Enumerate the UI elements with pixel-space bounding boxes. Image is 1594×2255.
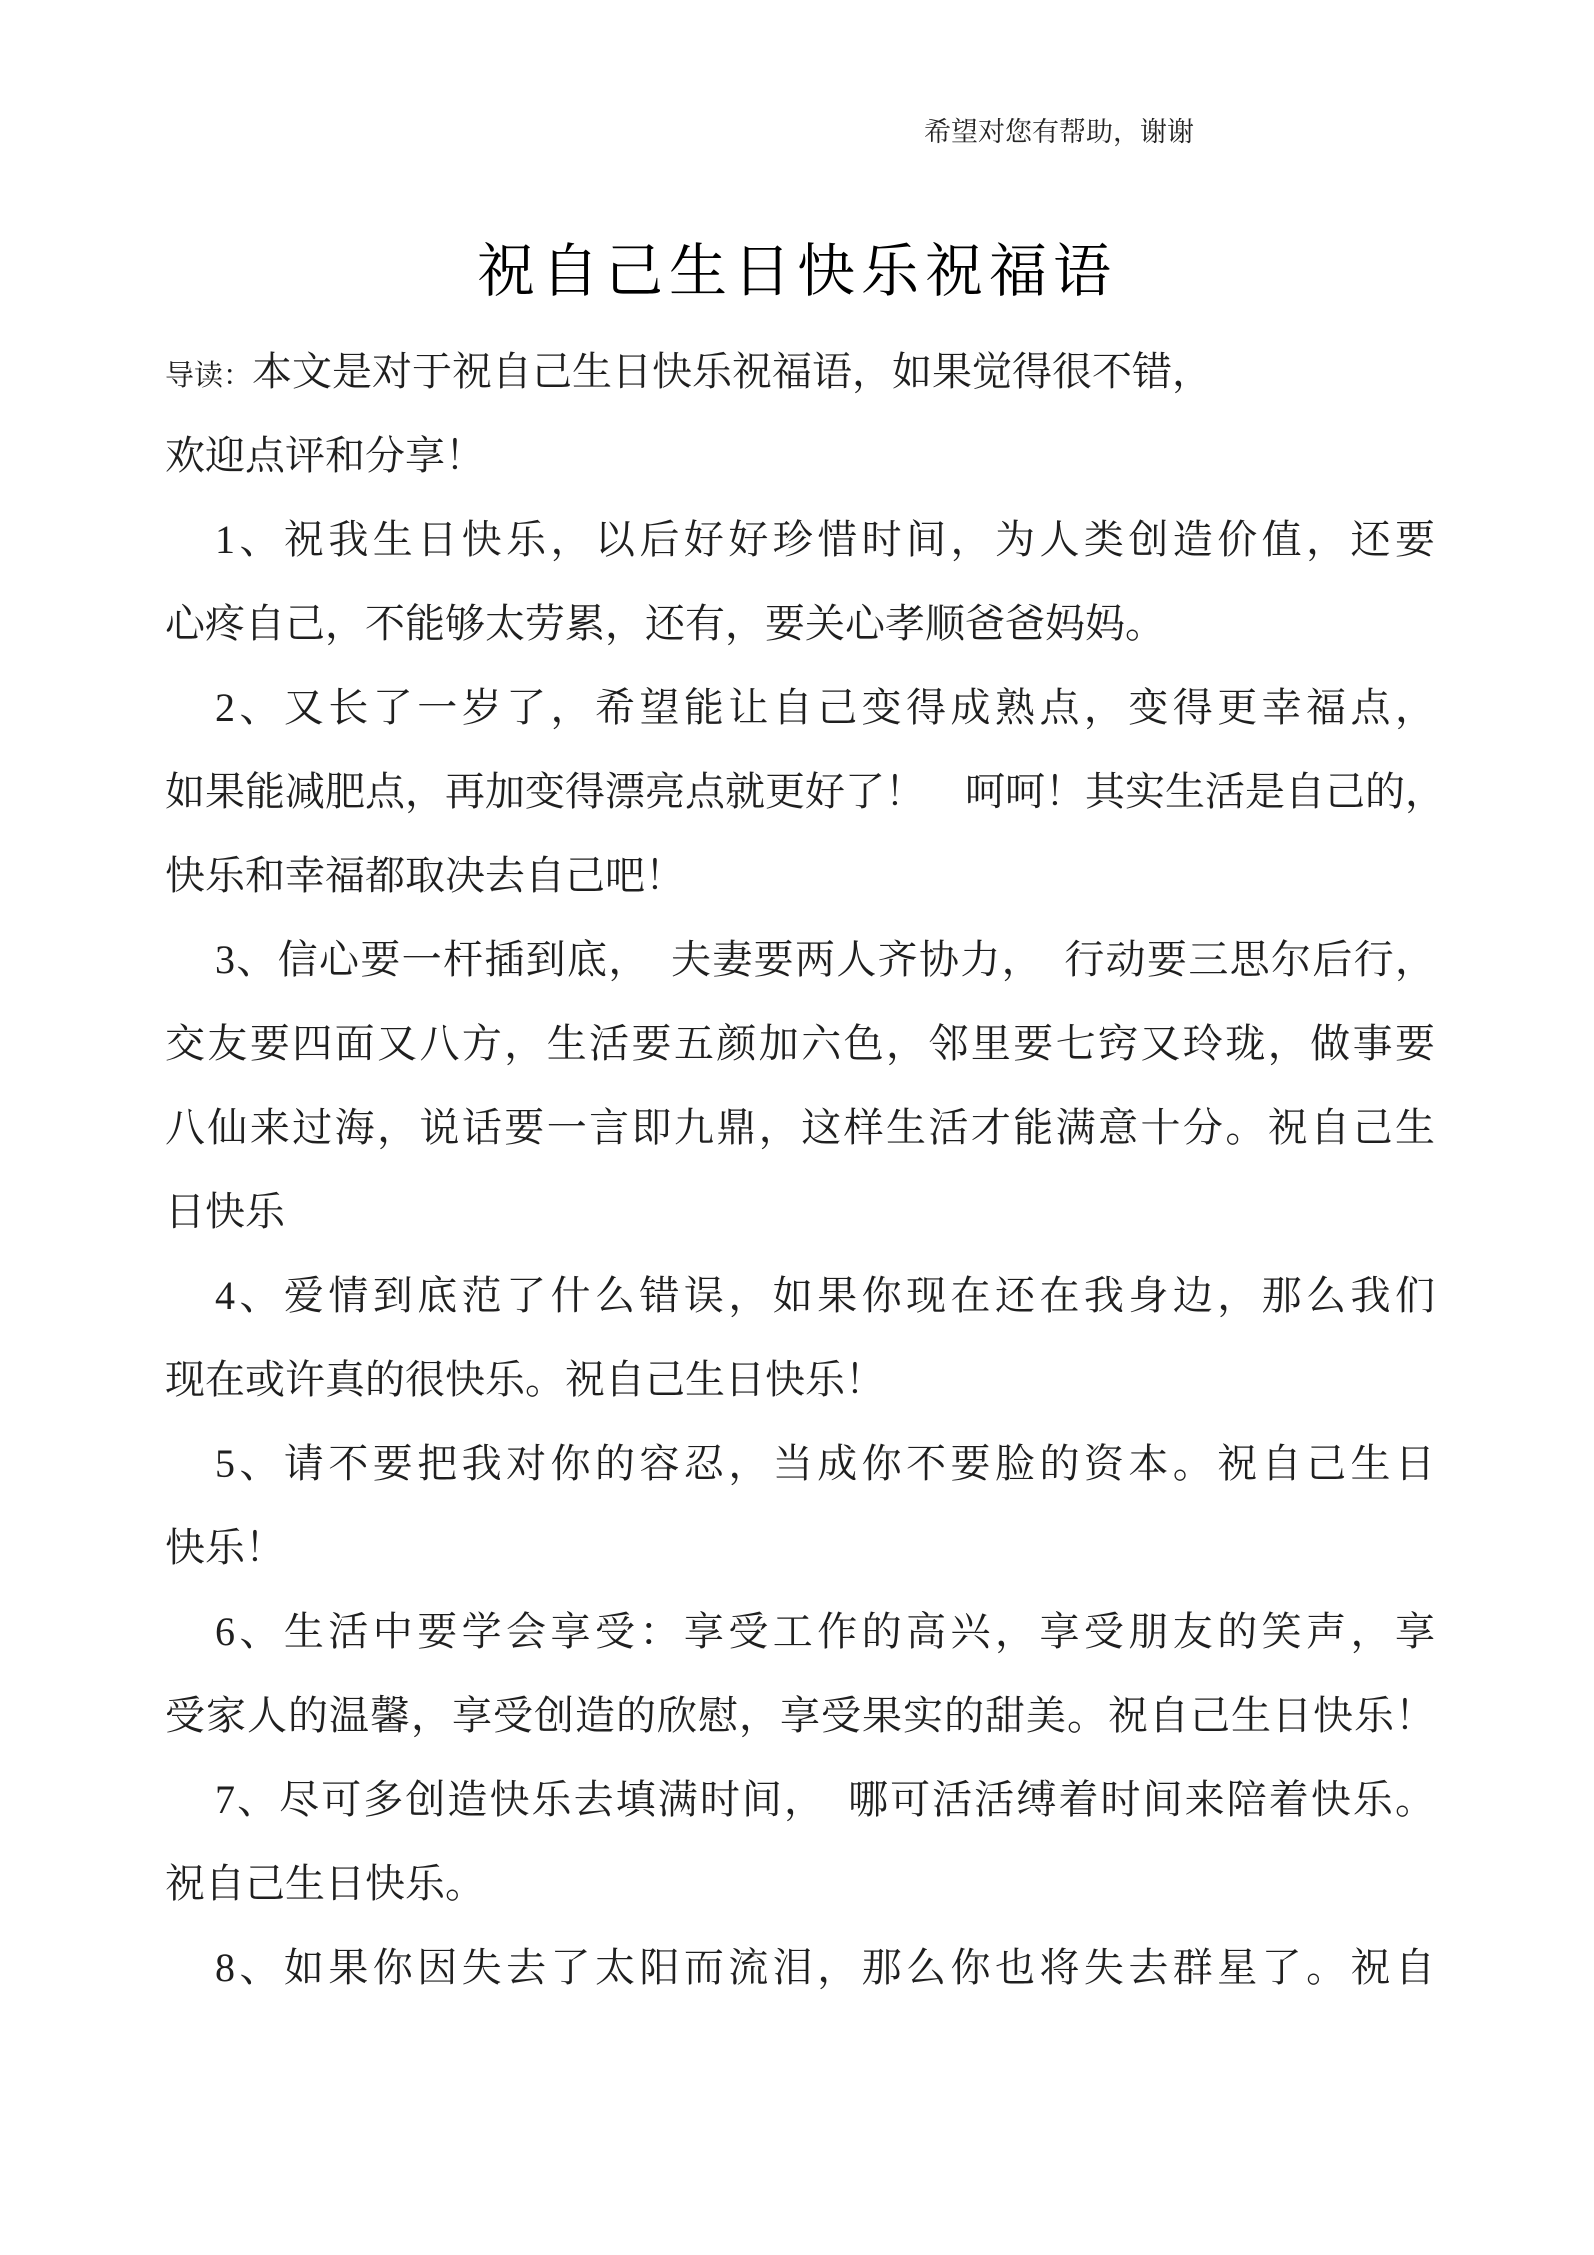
body-line: 6、生活中要学会享受：享受工作的高兴，享受朋友的笑声，享 — [215, 1609, 1435, 1654]
body-line: 受家人的温馨，享受创造的欣慰，享受果实的甜美。祝自己生日快乐！ — [165, 1693, 1435, 1738]
body-line: 如果能减肥点，再加变得漂亮点就更好了！ 呵呵！其实生活是自己的， — [165, 769, 1445, 814]
body-line: 现在或许真的很快乐。祝自己生日快乐！ — [165, 1357, 885, 1402]
lead-text: 本文是对于祝自己生日快乐祝福语，如果觉得很不错， — [252, 349, 1213, 394]
body-line: 5、请不要把我对你的容忍，当成你不要脸的资本。祝自己生日 — [215, 1441, 1435, 1486]
body-line: 心疼自己，不能够太劳累，还有，要关心孝顺爸爸妈妈。 — [165, 601, 1165, 646]
body-line — [165, 330, 1435, 414]
body-line: 3、信心要一杆插到底， 夫妻要两人齐协力， 行动要三思尔后行， — [215, 937, 1435, 982]
body-line: 快乐！ — [165, 1525, 285, 1570]
body-line: 八仙来过海，说话要一言即九鼎，这样生活才能满意十分。祝自己生 — [165, 1105, 1435, 1150]
body-line: 2、又长了一岁了，希望能让自己变得成熟点，变得更幸福点， — [215, 685, 1435, 730]
body-line: 交友要四面又八方，生活要五颜加六色，邻里要七窍又玲珑，做事要 — [165, 1021, 1435, 1066]
header-note: 希望对您有帮助，谢谢 — [924, 117, 1194, 147]
body-line: 欢迎点评和分享！ — [165, 433, 485, 478]
body-line: 日快乐 — [165, 1189, 285, 1234]
lead-label: 导读： — [165, 360, 253, 392]
body-line: 快乐和幸福都取决去自己吧！ — [165, 853, 685, 898]
body-line: 1、祝我生日快乐，以后好好珍惜时间，为人类创造价值，还要 — [215, 517, 1435, 562]
document-body — [165, 330, 1445, 2010]
body-line: 7、尽可多创造快乐去填满时间， 哪可活活缚着时间来陪着快乐。 — [215, 1777, 1435, 1822]
body-line: 祝自己生日快乐。 — [165, 1861, 485, 1906]
body-line: 8、如果你因失去了太阳而流泪，那么你也将失去群星了。祝自 — [215, 1945, 1435, 1990]
body-line: 4、爱情到底范了什么错误，如果你现在还在我身边，那么我们 — [215, 1273, 1435, 1318]
page-title: 祝自己生日快乐祝福语 — [476, 239, 1117, 304]
